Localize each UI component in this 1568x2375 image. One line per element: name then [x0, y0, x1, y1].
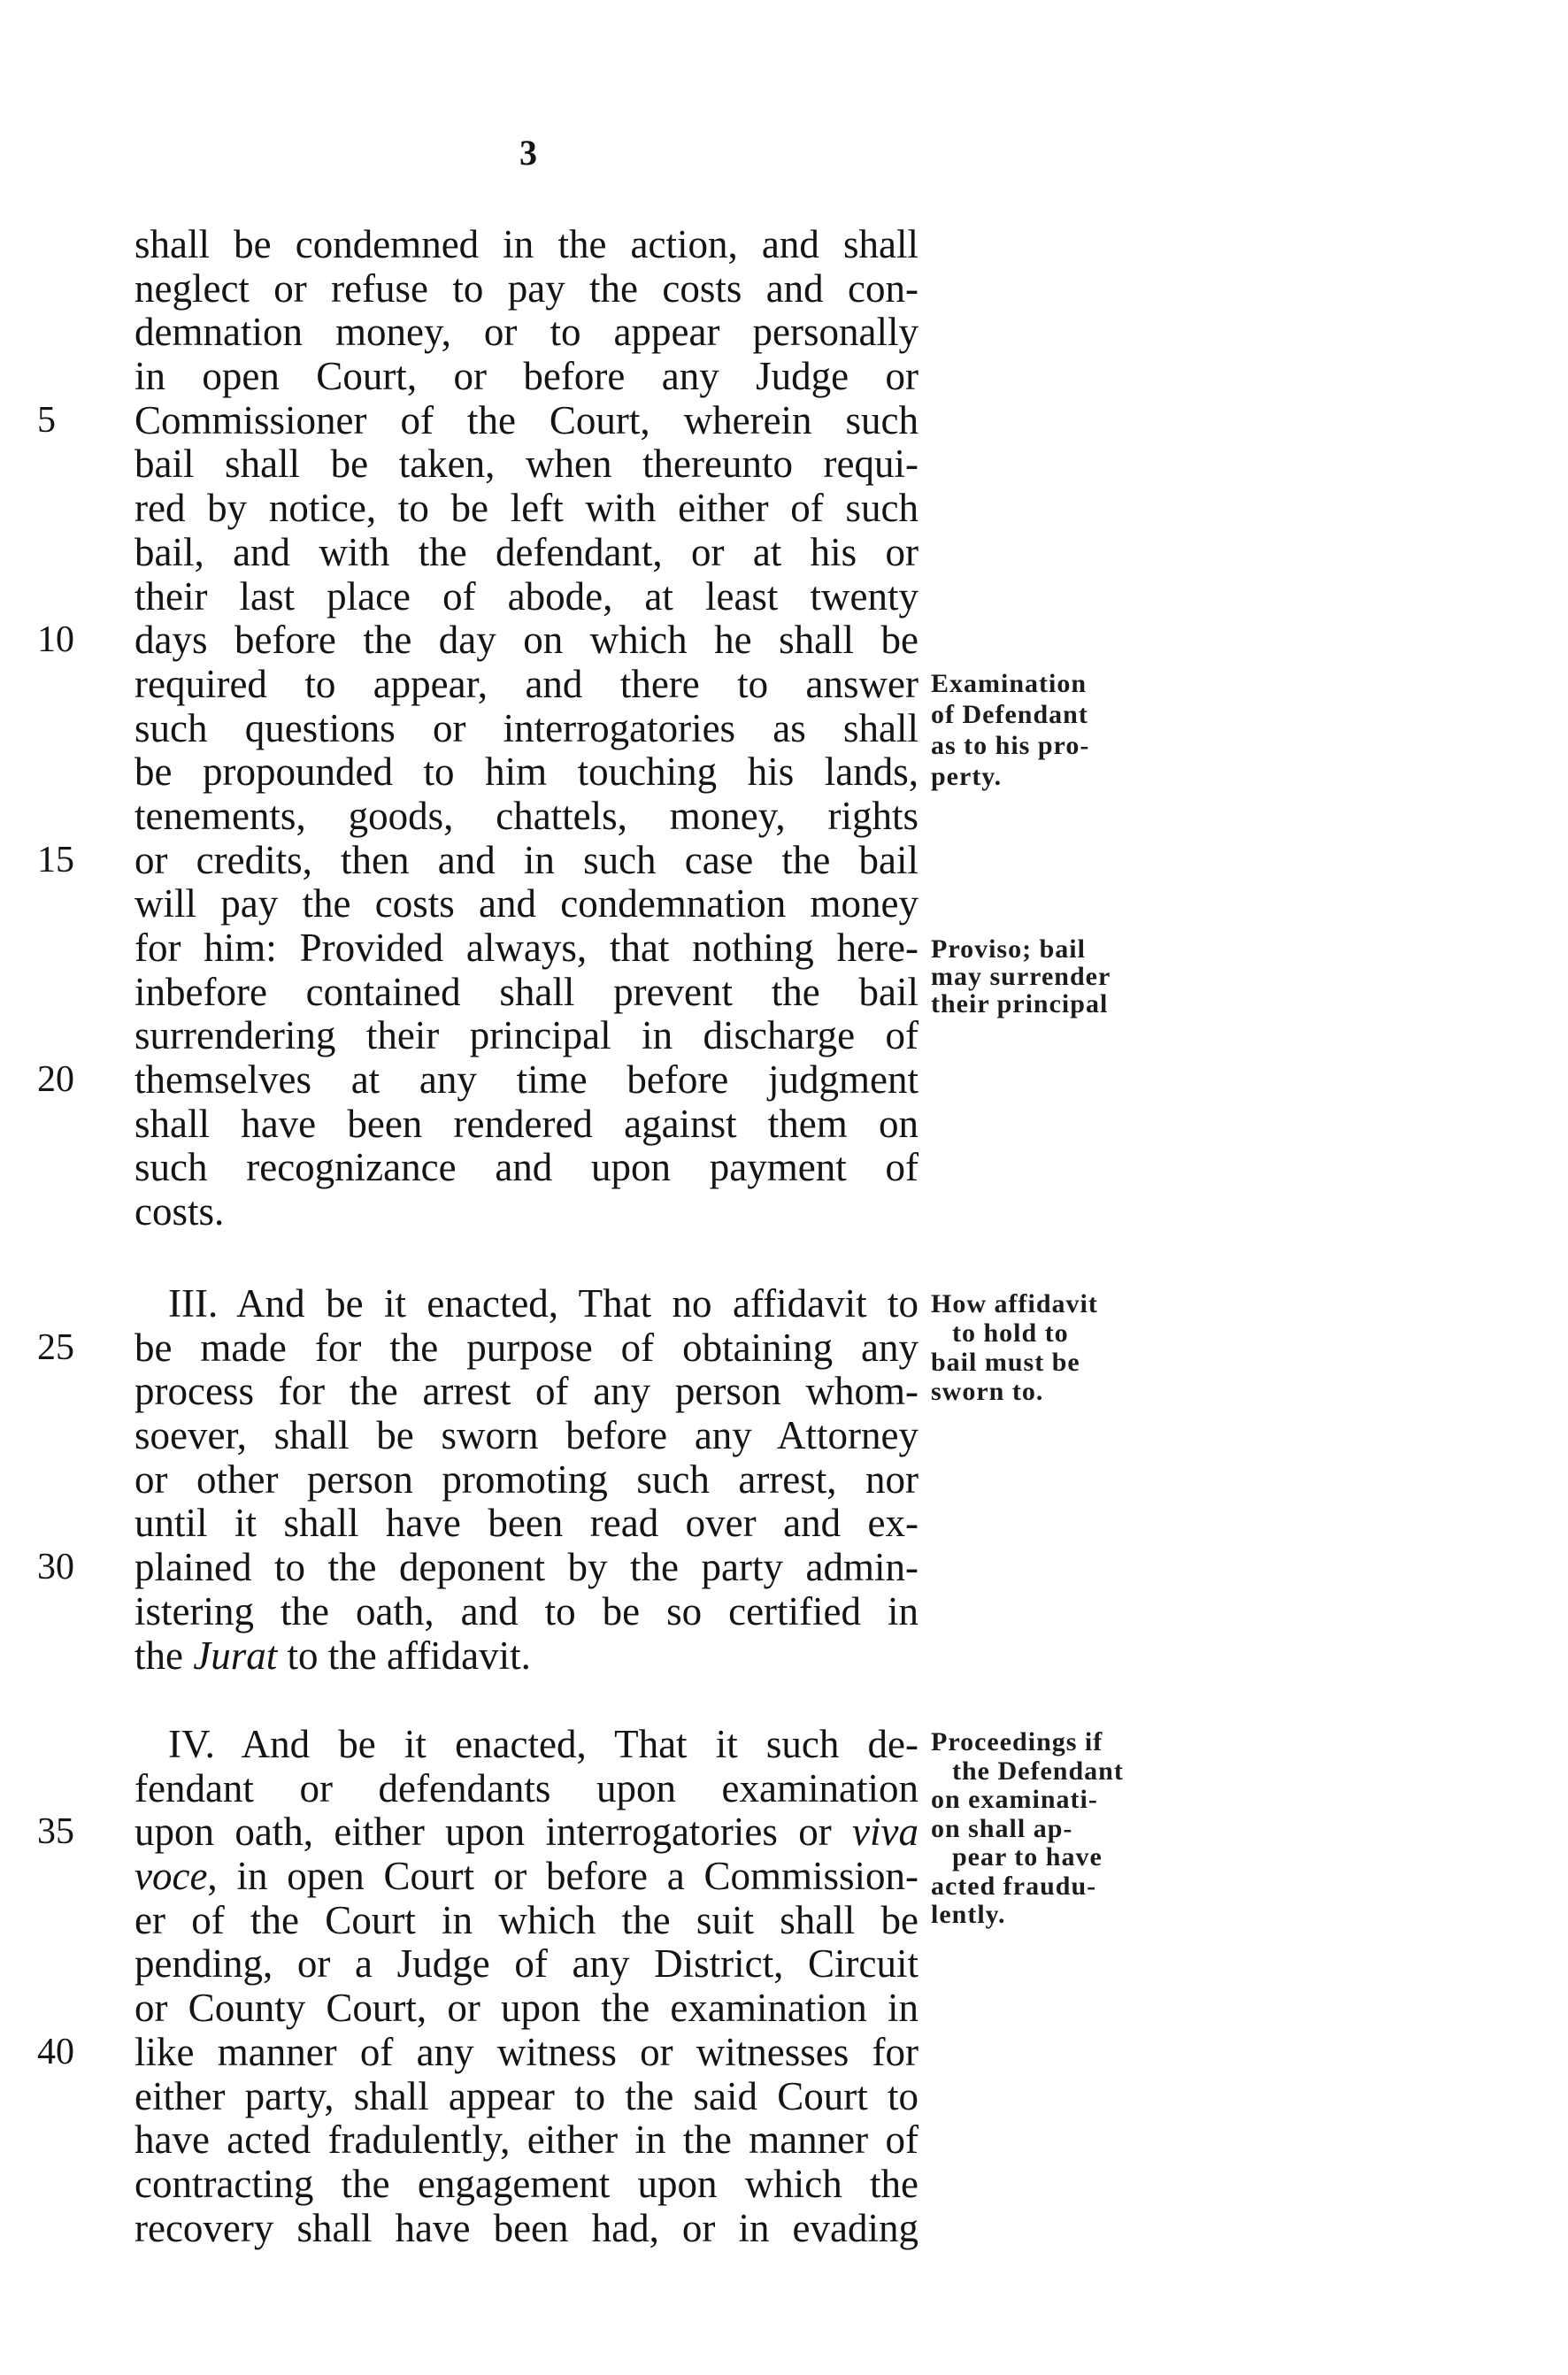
margin-note-line: pear to have: [952, 1842, 1103, 1872]
margin-note-line: the Defendant: [952, 1756, 1124, 1786]
text-line: process for the arrest of any person whom-: [135, 1369, 919, 1414]
text-line: or County Court, or upon the examination in: [135, 1986, 919, 2031]
line-number: 10: [37, 619, 74, 661]
text-line: III. And be it enacted, That no affidavit to: [168, 1281, 919, 1326]
margin-note-line: on shall ap-: [931, 1813, 1073, 1843]
text-line: [37, 1545, 919, 1590]
margin-note: [931, 1289, 1098, 1406]
text-line: until it shall have been read over and ex-: [135, 1501, 919, 1546]
margin-note-line: on examinati-: [931, 1785, 1098, 1814]
margin-note-line: perty.: [931, 762, 1003, 791]
text-line: soever, shall be sworn before any Attorney: [135, 1413, 919, 1458]
paragraph: [37, 1722, 919, 2250]
line-text: themselves at any time before judgment: [135, 1057, 919, 1103]
text-line: or other person promoting such arrest, nor: [135, 1457, 919, 1502]
text-line: recovery shall have been had, or in evading: [135, 2205, 919, 2250]
text-line: [135, 1855, 919, 1899]
margin-note: [931, 935, 1111, 1018]
paragraph: [37, 1281, 919, 1678]
text-line: er of the Court in which the suit shall be: [135, 1897, 919, 1942]
line-text: upon oath, either upon interrogatories or: [135, 1810, 853, 1855]
text-line: have acted fradulently, either in the manner of: [135, 2118, 919, 2163]
margin-note: [931, 1728, 1124, 1930]
margin-note-line: to hold to: [952, 1318, 1069, 1348]
line-text: plained to the deponent by the party admin-: [135, 1545, 919, 1590]
text-line: their last place of abode, at least twenty: [135, 573, 919, 619]
line-text: be made for the purpose of obtaining any: [135, 1325, 919, 1370]
line-number: 25: [37, 1326, 74, 1368]
line-text: like manner of any witness or witnesses for: [135, 2029, 919, 2074]
margin-note-line: sworn to.: [931, 1377, 1044, 1406]
text-line: for him: Provided always, that nothing here-: [135, 926, 919, 970]
text-line: costs.: [135, 1189, 225, 1234]
text-line: shall be condemned in the action, and shall: [135, 222, 919, 266]
text-line: bail, and with the defendant, or at his or: [135, 529, 919, 574]
paragraph: [37, 222, 919, 1234]
margin-note-line: How affidavit: [931, 1289, 1098, 1318]
text-line: [37, 397, 919, 443]
margin-note-line: Proviso; bail: [931, 934, 1086, 964]
margin-note-line: Examination: [931, 669, 1088, 698]
text-line: [135, 1634, 919, 1679]
text-line: such recognizance and upon payment of: [135, 1145, 919, 1190]
margin-note-line: of Defendant: [931, 700, 1088, 729]
line-text: days before the day on which he shall be: [135, 618, 919, 663]
italic-term: voce: [135, 1854, 208, 1899]
text-line: such questions or interrogatories as shall: [135, 705, 919, 750]
text-line: surrendering their principal in discharge of: [135, 1013, 919, 1058]
text-line: tenements, goods, chattels, money, rights: [135, 793, 919, 838]
margin-note-line: acted fraudu-: [931, 1871, 1097, 1901]
text-line: neglect or refuse to pay the costs and con-: [135, 265, 919, 311]
text-line: shall have been rendered against them on: [135, 1101, 919, 1146]
text-line: will pay the costs and condemnation money: [135, 881, 919, 926]
margin-note-line: may surrender: [931, 962, 1111, 991]
line-number: 40: [37, 2031, 74, 2072]
margin-note-line: as to his pro-: [931, 731, 1090, 760]
line-text: the: [135, 1633, 194, 1678]
line-number: 5: [37, 399, 56, 441]
text-line: required to appear, and there to answer: [135, 661, 919, 706]
margin-note: [931, 668, 1089, 792]
text-line: in open Court, or before any Judge or: [135, 354, 919, 399]
italic-term: Jurat: [193, 1633, 278, 1678]
margin-note-line: their principal: [931, 989, 1109, 1018]
text-line: [37, 837, 919, 883]
text-line: fendant or defendants upon examination: [135, 1765, 919, 1810]
line-text: , in open Court or before a Commission-: [207, 1854, 919, 1899]
margin-note-line: bail must be: [931, 1348, 1080, 1377]
text-line: [37, 2029, 919, 2075]
text-line: contracting the engagement upon which the: [135, 2161, 919, 2206]
text-line: [37, 1810, 919, 1855]
line-text: to the affidavit.: [277, 1633, 531, 1678]
text-line: IV. And be it enacted, That it such de-: [168, 1722, 919, 1766]
margin-note-line: Proceedings if: [931, 1727, 1103, 1756]
text-line: [37, 1057, 919, 1103]
line-text: Commissioner of the Court, wherein such: [135, 397, 919, 442]
line-number: 15: [37, 839, 74, 880]
text-line: [37, 1325, 919, 1371]
line-text: or credits, then and in such case the bail: [135, 837, 919, 882]
italic-term: viva: [852, 1810, 919, 1855]
text-line: [37, 618, 919, 663]
page-number: 3: [519, 133, 537, 173]
line-number: 35: [37, 1811, 74, 1853]
text-line: bail shall be taken, when thereunto requi-: [135, 442, 919, 487]
text-line: inbefore contained shall prevent the bail: [135, 969, 919, 1014]
margin-note-line: lently.: [931, 1900, 1006, 1929]
text-line: pending, or a Judge of any District, Circuit: [135, 1941, 919, 1987]
text-line: demnation money, or to appear personally: [135, 310, 919, 355]
text-line: be propounded to him touching his lands,: [135, 749, 919, 795]
line-number: 30: [37, 1547, 74, 1588]
text-line: either party, shall appear to the said Court to: [135, 2073, 919, 2118]
line-number: 20: [37, 1059, 74, 1101]
text-line: red by notice, to be left with either of such: [135, 486, 919, 531]
text-line: istering the oath, and to be so certified in: [135, 1588, 919, 1633]
